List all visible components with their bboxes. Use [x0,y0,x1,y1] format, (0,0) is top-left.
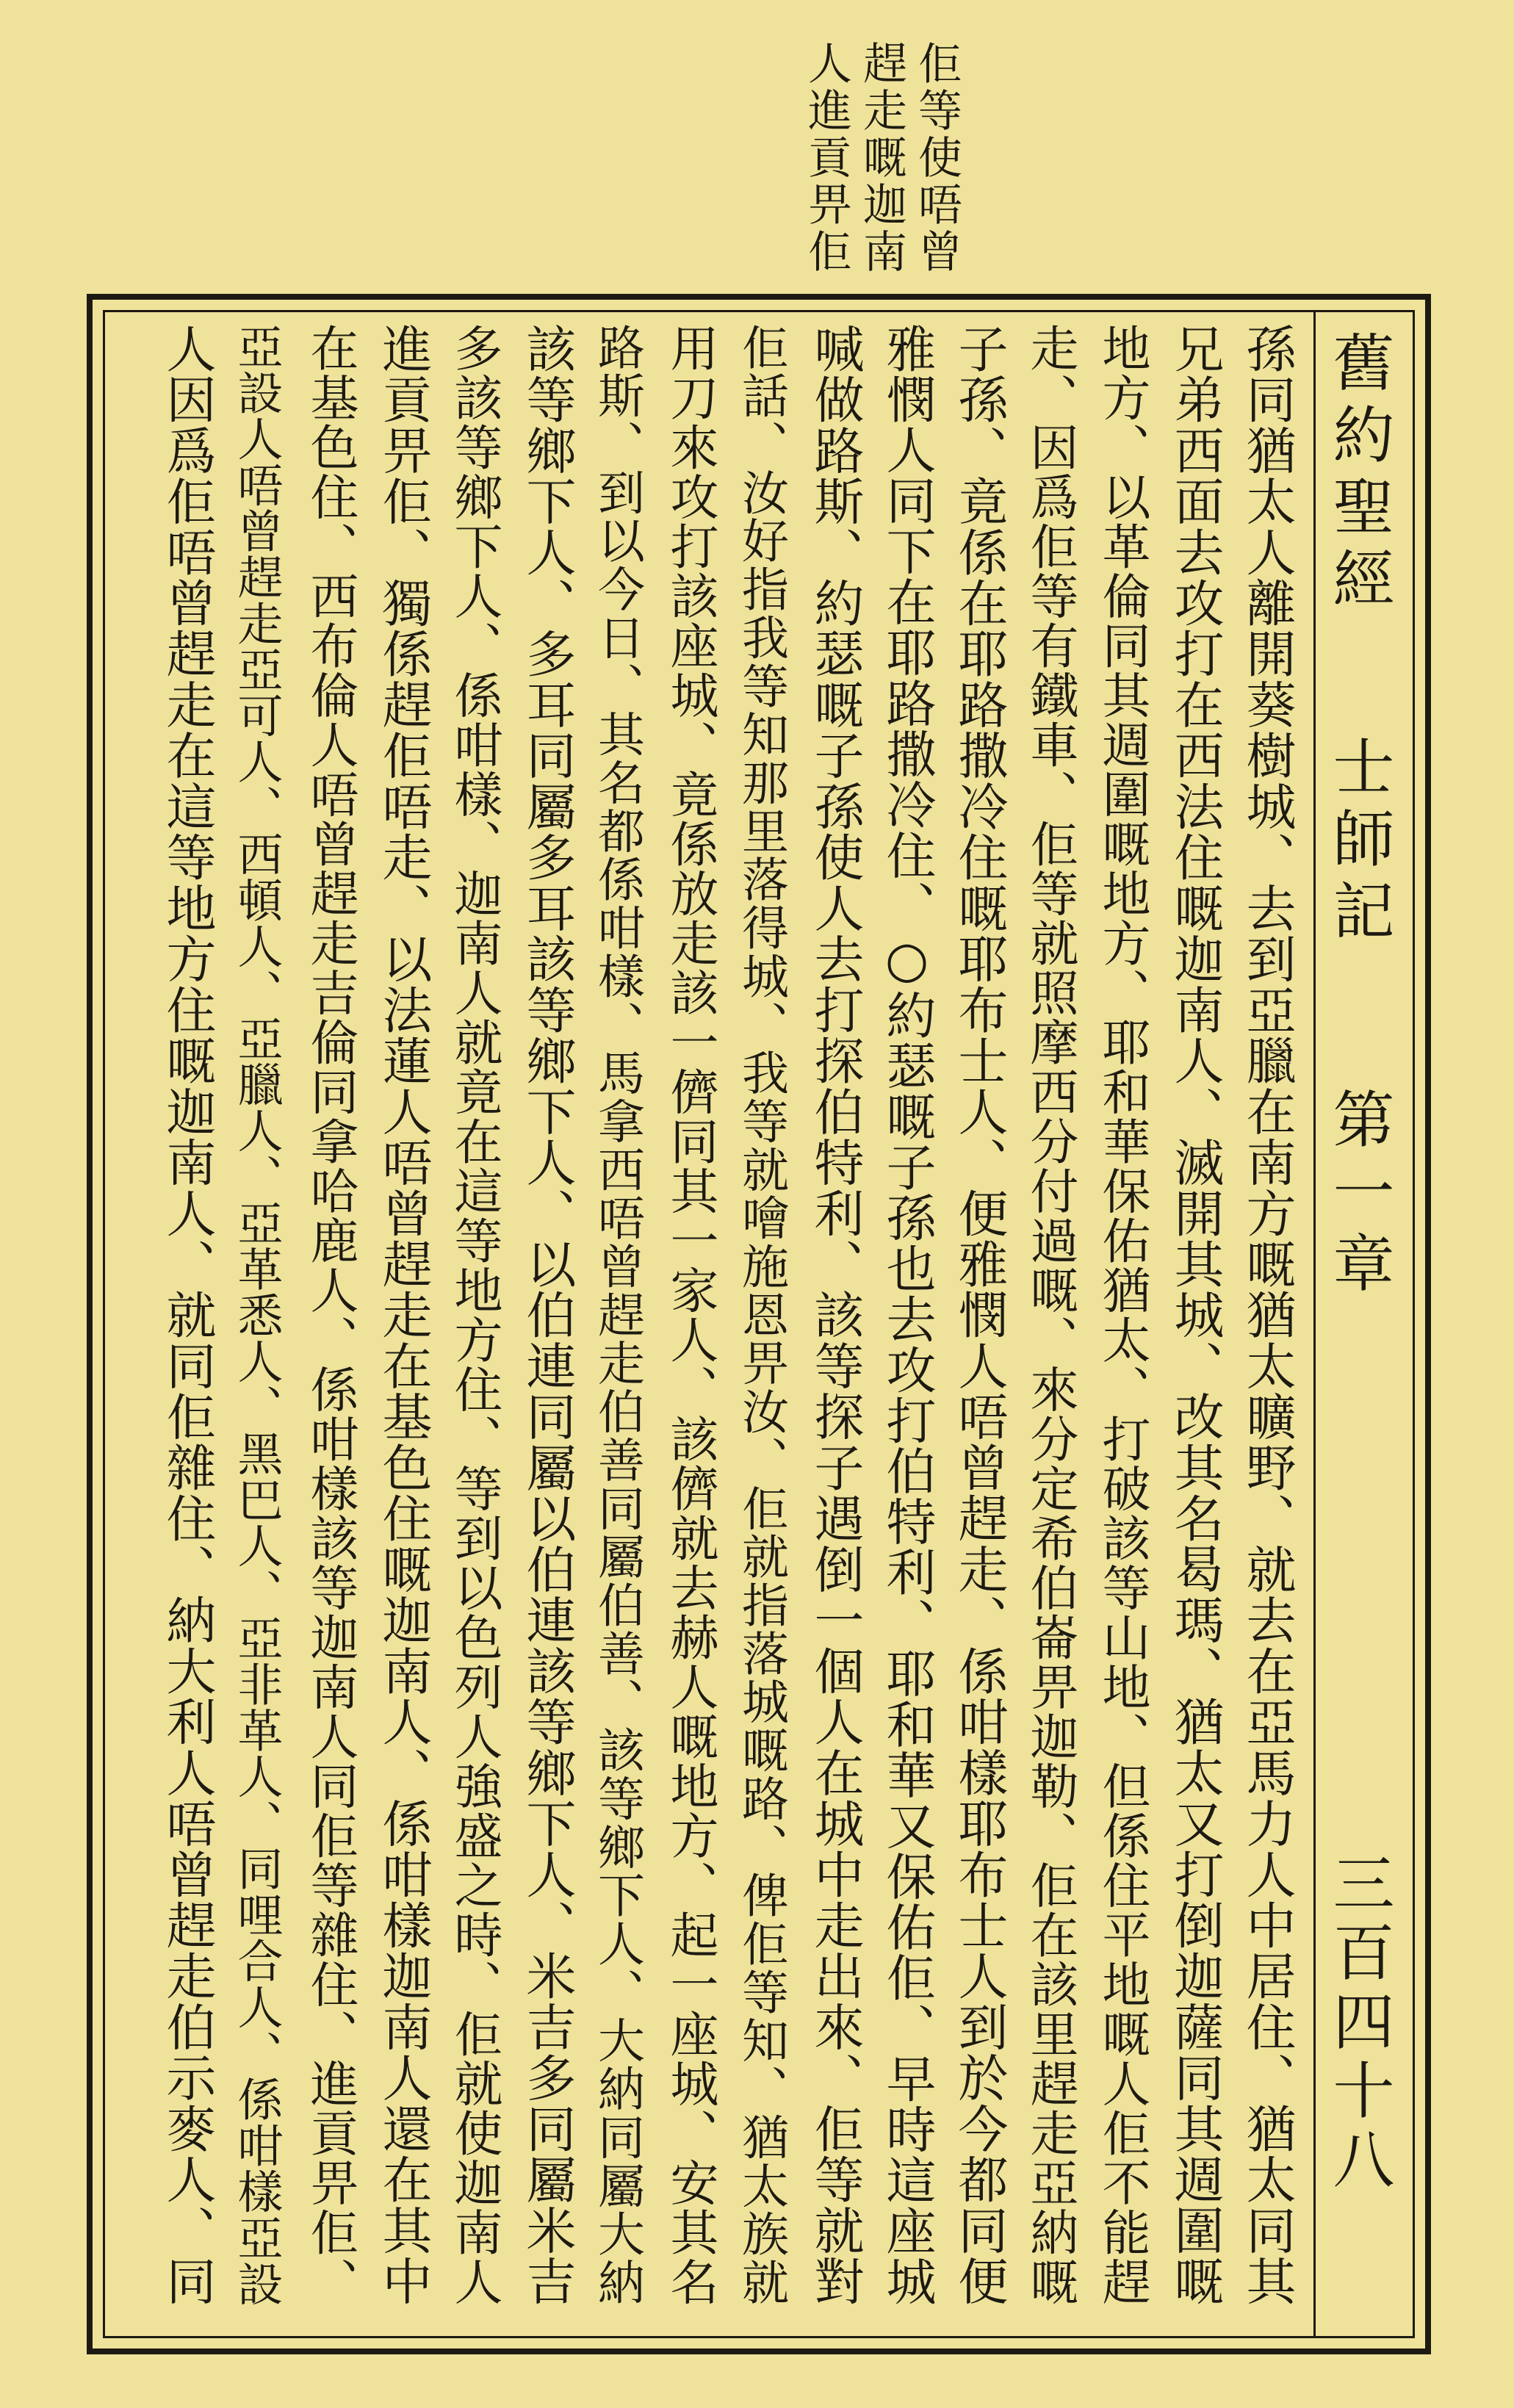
bleed-through-left [272,59,306,129]
text-column-13: 進貢畀佢、獨係趕佢唔走、以法蓮人唔曾趕走在基色住嘅迦南人、係咁樣迦南人還在其中 [374,323,432,2307]
text-column-2: 兄弟西面去攻打在西法住嘅迦南人、滅開其城、改其名曷瑪、猶太又打倒迦薩同其週圍嘅 [1166,323,1224,2307]
section-title: 士師記 [1323,735,1395,951]
text-column-1: 孫同猶太人離開葵樹城、去到亞臘在南方嘅猶太曠野、就去在亞馬力人中居住、猶太同其 [1238,323,1296,2307]
text-column-16: 人因爲佢唔曾趕走在這等地方住嘅迦南人、就同佢雜住、納大利人唔曾趕走伯示麥人、同 [158,323,216,2307]
page-number: 三百四十八 [1323,1851,1395,2196]
text-column-7: 喊做路斯、約瑟嘅子孫使人去打探伯特利、該等探子遇倒一個人在城中走出來、佢等就對 [806,323,864,2307]
text-column-12: 多該等鄉下人、係咁樣、迦南人就竟在這等地方住、等到以色列人強盛之時、佢就使迦南人 [446,323,502,2307]
text-column-10: 路斯、到以今日、其名都係咁樣、馬拿西唔曾趕走伯善同屬伯善、該等鄉下人、大納同屬大納 [590,323,644,2307]
text-column-15: 亞設人唔曾趕走亞可人、西頓人、亞臘人、亞革悉人、黑巴人、亞非革人、同哩合人、係咁樣亞設 [230,323,284,2307]
header-line-2: 趕走嘅迦南 [856,40,907,275]
text-column-8: 佢話、汝好指我等知那里落得城、我等就噲施恩畀汝、佢就指落城嘅路、俾佢等知、猶太族就 [734,323,788,2307]
chapter-title: 第一章 [1323,1087,1395,1303]
header-line-3: 人進貢畀佢 [801,40,852,275]
text-column-3: 地方、以革倫同其週圍嘅地方、耶和華保佑猶太、打破該等山地、但係住平地嘅人佢不能趕 [1094,323,1150,2307]
text-column-9: 用刀來攻打該座城、竟係放走該一儕同其一家人、該儕就去赫人嘅地方、起一座城、安其名 [662,323,718,2307]
header-line-1: 佢等使唔曾 [911,40,962,275]
text-column-11: 該等鄉下人、多耳同屬多耳該等鄉下人、以伯連同屬以伯連該等鄉下人、米吉多同屬米吉 [518,323,576,2307]
text-column-4: 走、因爲佢等有鐵車、佢等就照摩西分付過嘅、來分定希伯崙畀迦勒、佢在該里趕走亞納嘅 [1022,323,1078,2307]
text-column-14: 在基色住、西布倫人唔曾趕走吉倫同拿哈鹿人、係咁樣該等迦南人同佢等雜住、進貢畀佢、 [302,323,358,2307]
text-column-6: 雅憫人同下在耶路撒冷住、○約瑟嘅子孫也去攻打伯特利、耶和華又保佑佢、早時這座城 [878,323,936,2307]
text-column-5: 子孫、竟係在耶路撒冷住嘅耶布士人、便雅憫人唔曾趕走、係咁樣耶布士人到於今都同便 [950,323,1008,2307]
header-continuation [764,40,962,290]
book-title: 舊約聖經 [1323,331,1395,619]
